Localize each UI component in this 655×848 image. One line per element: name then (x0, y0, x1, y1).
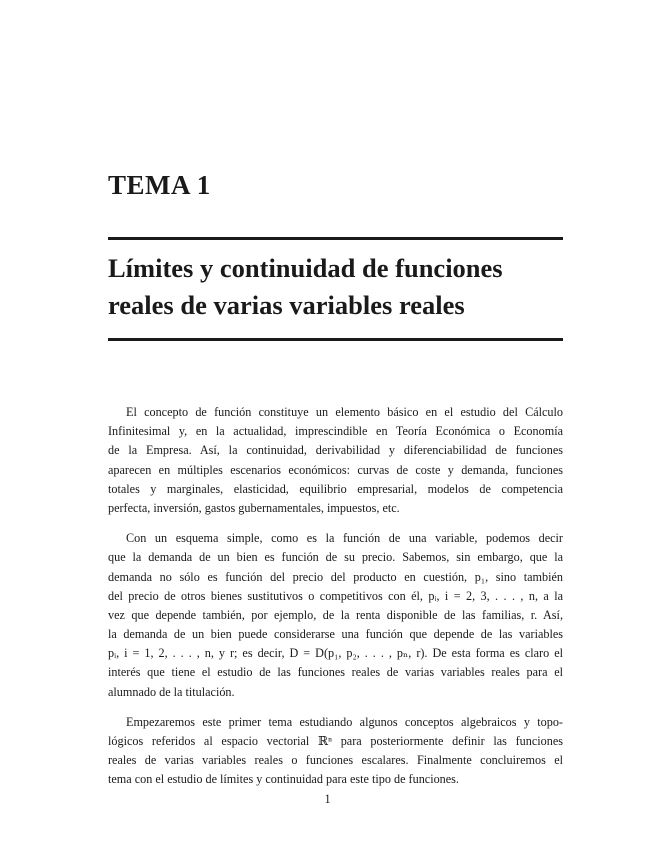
text-line: vez que depende también, por ejemplo, de la renta disponible de las familias, r. Así, (108, 607, 563, 622)
text-line: del precio de otros bienes sustitutivos o competitivos con él, pᵢ, i = 2, 3, . . . , n, a la (108, 588, 563, 603)
page-number: 1 (324, 792, 331, 806)
chapter-label: TEMA 1 (108, 170, 211, 200)
text-line: tema con el estudio de límites y continuidad para este tipo de funciones. (108, 772, 459, 787)
paragraph-demand (108, 529, 563, 702)
text-line: El concepto de función constituye un elemento básico en el estudio del Cálculo (126, 405, 563, 419)
text-line: la demanda de un bien puede considerarse una función que depende de las variables (108, 627, 563, 642)
text-line: totales y marginales, elasticidad, equilibrio empresarial, modelos de competencia (108, 481, 563, 496)
body-text (108, 403, 563, 801)
text-line: interés que tiene el estudio de las funciones reales de varias variables reales para el (108, 665, 563, 680)
title-bottom-rule (108, 338, 563, 341)
title-top-rule (108, 237, 563, 240)
text-line: Infinitesimal y, en la actualidad, imprescindible en Teoría Económica o Economía (108, 424, 563, 439)
text-line: Con un esquema simple, como es la función de una variable, podemos decir (126, 531, 563, 546)
paragraph-intro (108, 403, 563, 518)
chapter-title (108, 250, 568, 324)
text-line: aparecen en múltiples escenarios económicos: curvas de coste y demanda, funciones (108, 462, 563, 477)
text-line: de la Empresa. Así, la continuidad, derivabilidad y diferenciabilidad de funciones (108, 443, 563, 458)
text-line: perfecta, inversión, gastos gubernamentales, impuestos, etc. (108, 500, 400, 515)
text-line: lógicos referidos al espacio vectorial ℝⁿ para posteriormente definir las funciones (108, 734, 563, 748)
text-line: reales de varias variables reales o funciones escalares. Finalmente concluiremos el (108, 753, 563, 768)
text-line: que la demanda de un bien es función de su precio. Sabemos, sin embargo, que la (108, 550, 563, 565)
paragraph-plan (108, 713, 563, 790)
text-line: demanda no sólo es función del precio del producto en cuestión, p₁, sino también (108, 569, 563, 584)
text-line: pᵢ, i = 1, 2, . . . , n, y r; es decir, D = D(p₁, p₂, . . . , pₙ, r). De esta forma es claro el (108, 646, 563, 661)
text-line: alumnado de la titulación. (108, 684, 235, 699)
chapter-title-line: Límites y continuidad de funciones (108, 253, 503, 283)
text-line: Empezaremos este primer tema estudiando algunos conceptos algebraicos y topo- (126, 714, 563, 729)
chapter-title-line: reales de varias variables reales (108, 290, 465, 320)
